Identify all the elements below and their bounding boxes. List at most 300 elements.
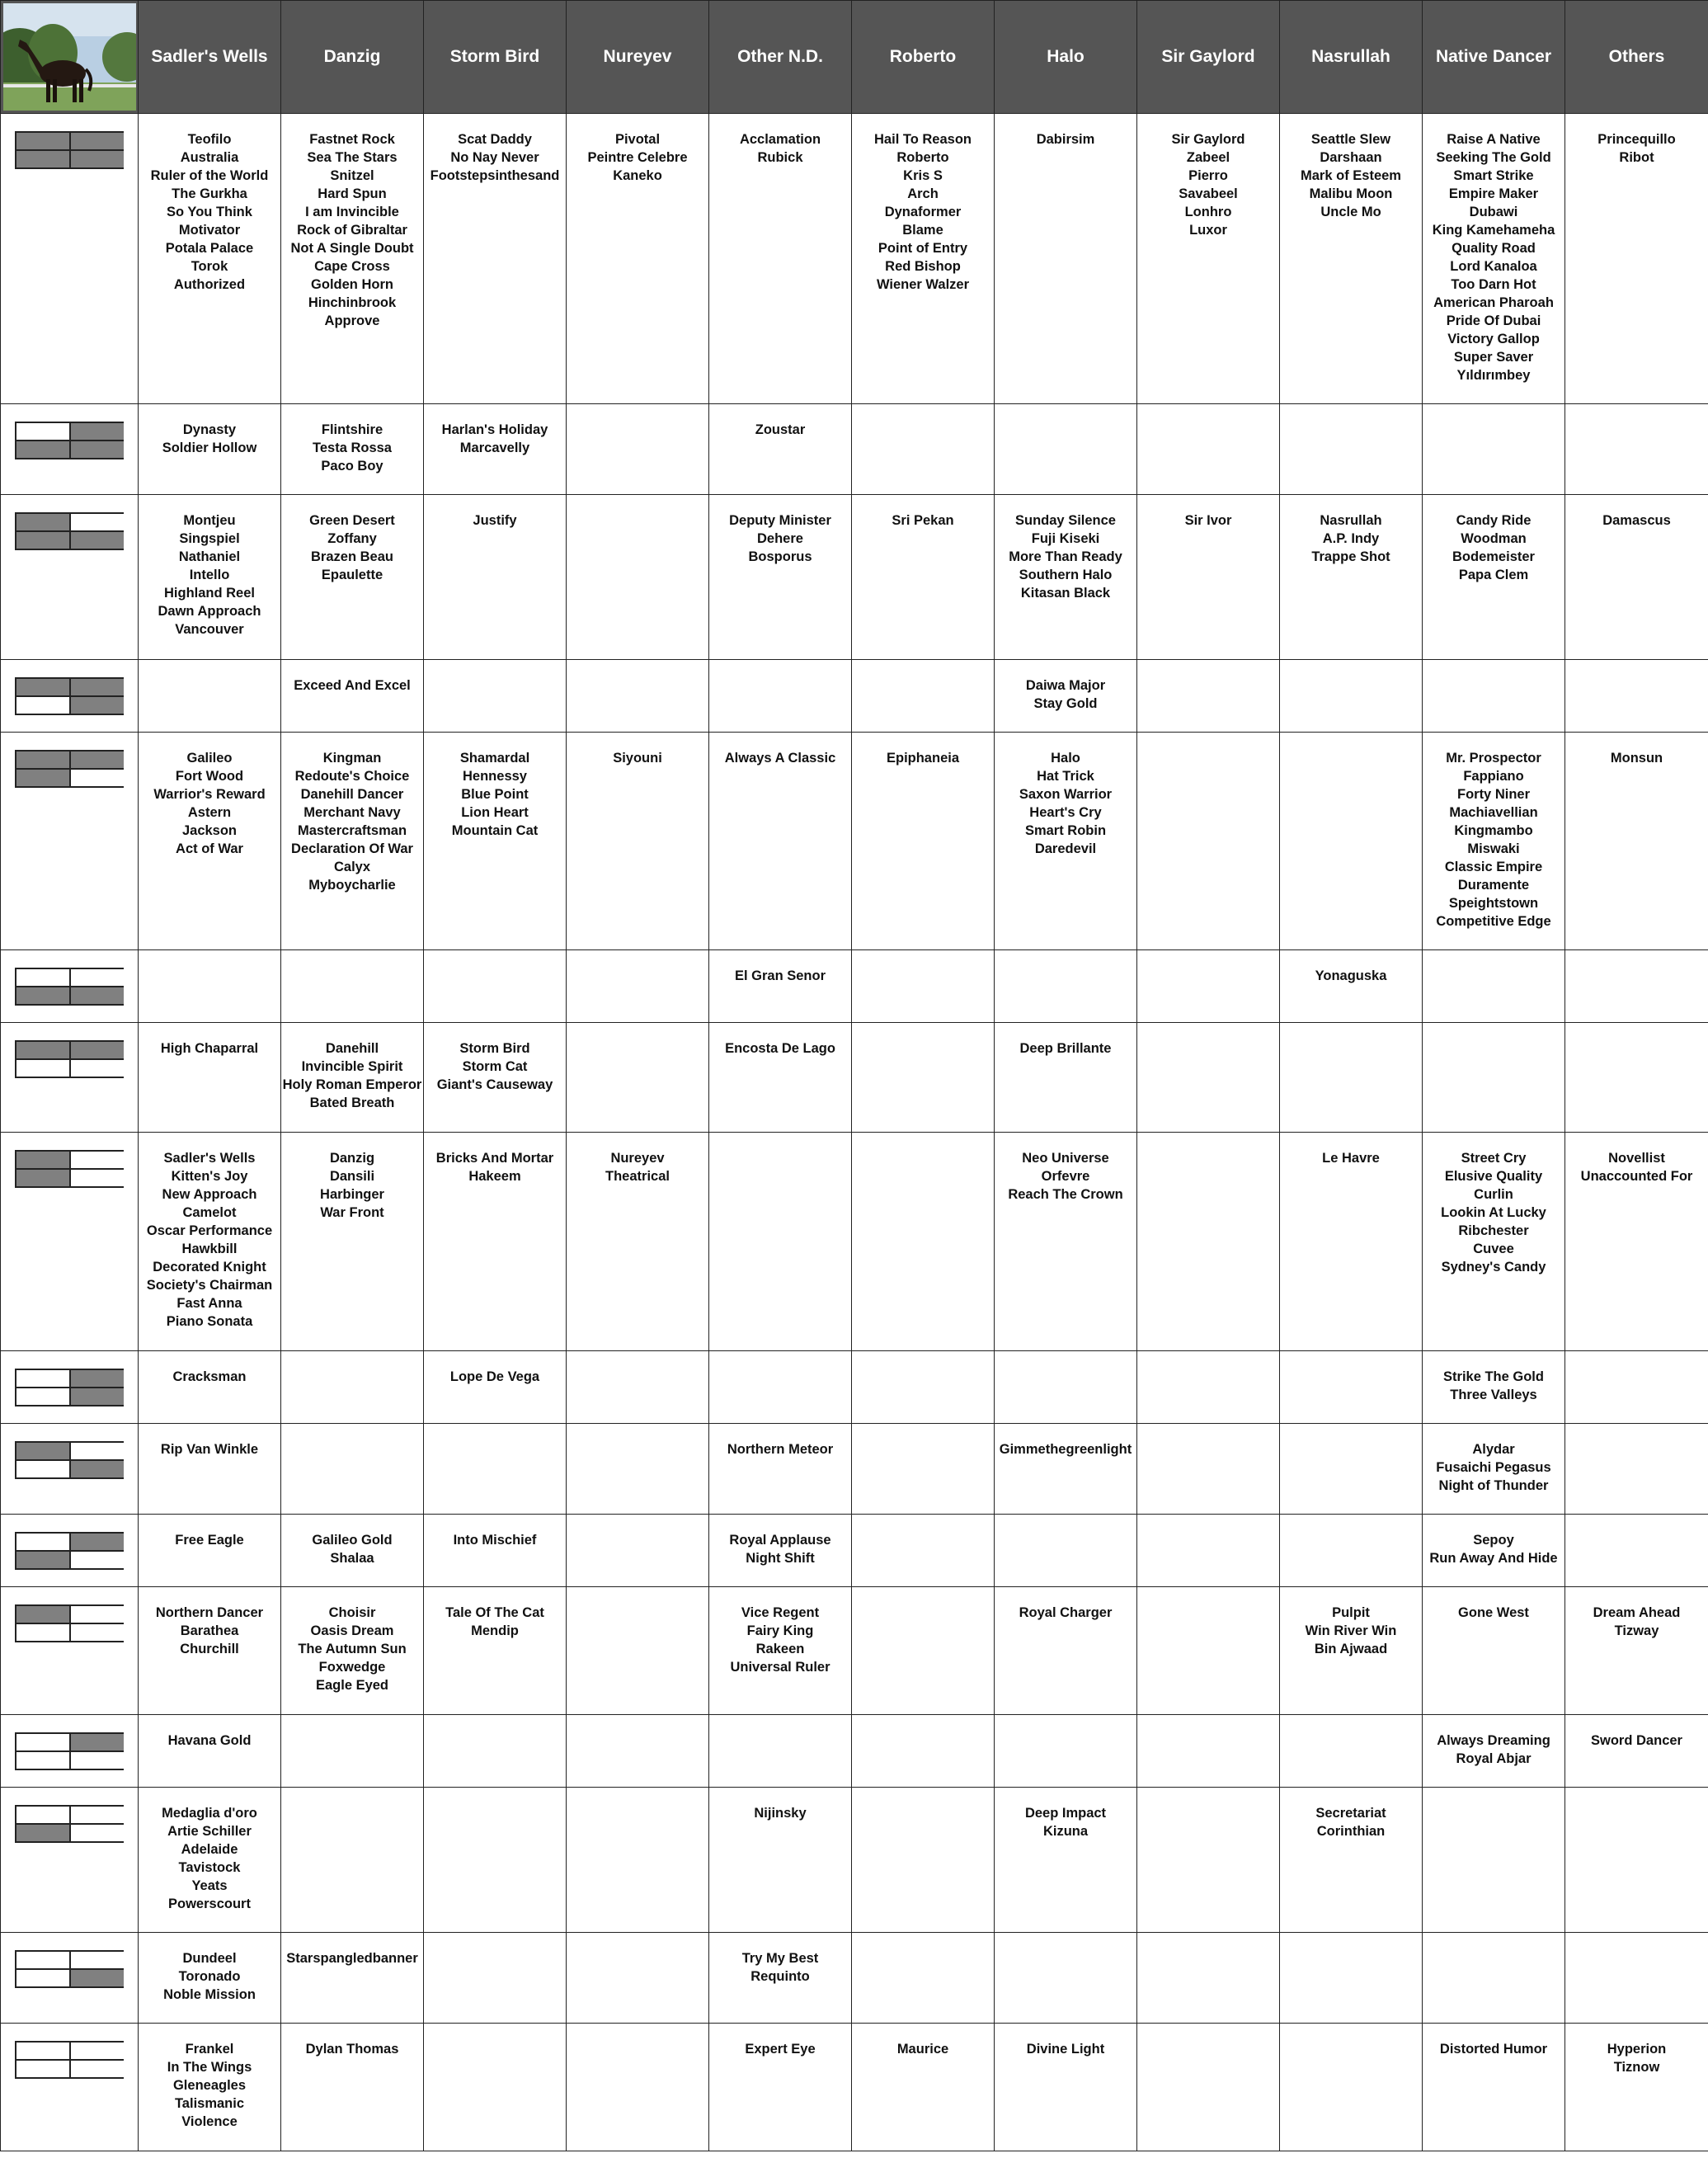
quadrant-empty xyxy=(71,969,124,986)
horse-list xyxy=(1565,1515,1708,1543)
quadrant-filled xyxy=(71,423,124,440)
table-row xyxy=(1,1424,1708,1515)
horse-name: Seeking The Gold xyxy=(1436,150,1551,165)
horse-list xyxy=(424,1515,566,1561)
horse-name: Cape Cross xyxy=(314,259,390,274)
sire-cell xyxy=(1423,1351,1565,1424)
horse-name: Curlin xyxy=(1474,1187,1513,1202)
horse-name: Dynaformer xyxy=(884,205,962,219)
horse-name: Gimmethegreenlight xyxy=(999,1442,1132,1457)
horse-list xyxy=(995,1587,1136,1633)
sire-cell xyxy=(1280,660,1423,733)
horse-name: Not A Single Doubt xyxy=(290,241,414,256)
table-row xyxy=(1,1933,1708,2024)
horse-list xyxy=(1280,950,1422,997)
sire-cell xyxy=(1423,950,1565,1023)
sire-cell xyxy=(852,1023,995,1133)
sire-cell xyxy=(1137,404,1280,495)
sire-cell xyxy=(1280,1023,1423,1133)
column-header: Roberto xyxy=(852,1,995,114)
horse-list xyxy=(995,404,1136,432)
horse-list xyxy=(852,1133,994,1161)
horse-name: Kitasan Black xyxy=(1020,586,1111,601)
horse-name: Dawn Approach xyxy=(158,604,261,619)
horse-name: Neo Universe xyxy=(1022,1151,1109,1166)
sire-cell xyxy=(1137,660,1280,733)
table-row xyxy=(1,1515,1708,1587)
horse-name: Lonhro xyxy=(1184,205,1232,219)
horse-name: Distorted Humor xyxy=(1439,2042,1548,2057)
sire-cell xyxy=(424,950,567,1023)
horse-list xyxy=(1565,404,1708,432)
horse-list xyxy=(852,1424,994,1452)
pattern-cell xyxy=(1,1933,139,2024)
sire-cell xyxy=(709,1424,852,1515)
horse-name: Kingmambo xyxy=(1454,823,1533,838)
horse-list xyxy=(995,1133,1136,1215)
horse-name: Roberto xyxy=(896,150,949,165)
sire-cell xyxy=(1137,1424,1280,1515)
horse-list xyxy=(709,495,851,577)
sire-cell xyxy=(1280,1424,1423,1515)
horse-name: Golden Horn xyxy=(311,277,393,292)
sire-cell xyxy=(424,1788,567,1933)
horse-name: Galileo Gold xyxy=(312,1533,393,1548)
quadrant-empty xyxy=(71,1060,124,1077)
horse-name: War Front xyxy=(320,1205,384,1220)
horse-list xyxy=(424,1424,566,1452)
horse-list xyxy=(1423,404,1564,432)
horse-list xyxy=(709,1351,851,1379)
column-header: Danzig xyxy=(281,1,424,114)
sire-cell xyxy=(1423,1424,1565,1515)
quadrant-filled xyxy=(71,752,124,768)
quadrant-empty xyxy=(16,1534,69,1550)
horse-name: Mastercraftsman xyxy=(297,823,407,838)
horse-name: Dabirsim xyxy=(1036,132,1095,147)
horse-name: Epaulette xyxy=(321,568,383,582)
horse-list xyxy=(424,495,566,541)
horse-list xyxy=(567,660,708,688)
quadrant-pattern-icon xyxy=(15,1732,124,1770)
horse-list xyxy=(995,495,1136,614)
horse-name: Yeats xyxy=(191,1878,228,1893)
horse-list xyxy=(1565,1133,1708,1197)
horse-list xyxy=(1280,495,1422,577)
sire-cell xyxy=(139,1023,281,1133)
header-row xyxy=(1,1,1708,114)
sire-cell xyxy=(852,660,995,733)
horse-name: Tizway xyxy=(1614,1623,1659,1638)
horse-name: Mr. Prospector xyxy=(1446,751,1541,766)
horse-list xyxy=(709,1788,851,1834)
horse-list xyxy=(1280,1587,1422,1670)
column-header: Storm Bird xyxy=(424,1,567,114)
quadrant-filled xyxy=(71,1461,124,1477)
horse-list xyxy=(709,2024,851,2070)
horse-name: Zoustar xyxy=(755,422,806,437)
horse-name: Hennessy xyxy=(463,769,527,784)
horse-name: Kaneko xyxy=(613,168,662,183)
sire-cell xyxy=(1280,495,1423,660)
quadrant-filled xyxy=(16,987,69,1004)
quadrant-empty xyxy=(71,1807,124,1823)
horse-name: Havana Gold xyxy=(167,1733,252,1748)
horse-name: Quality Road xyxy=(1452,241,1536,256)
horse-name: Theatrical xyxy=(605,1169,670,1184)
horse-name: Blame xyxy=(902,223,943,238)
sire-cell xyxy=(995,660,1137,733)
horse-list xyxy=(1137,2024,1279,2052)
horse-name: Rip Van Winkle xyxy=(160,1442,259,1457)
horse-list xyxy=(995,1351,1136,1379)
sire-cell xyxy=(852,114,995,404)
horse-name: High Chaparral xyxy=(160,1041,259,1056)
quadrant-empty xyxy=(16,1734,69,1750)
horse-list xyxy=(995,1515,1136,1543)
horse-name: Dehere xyxy=(757,531,803,546)
horse-name: Hat Trick xyxy=(1037,769,1094,784)
horse-list xyxy=(1423,733,1564,942)
horse-name: Torok xyxy=(191,259,228,274)
quadrant-empty xyxy=(71,1152,124,1168)
sire-cell xyxy=(1565,950,1708,1023)
sire-cell xyxy=(567,1933,709,2024)
sire-cell xyxy=(709,1515,852,1587)
sire-cell xyxy=(709,733,852,950)
sire-cell xyxy=(1423,1587,1565,1715)
horse-name: Gone West xyxy=(1458,1605,1529,1620)
sire-cell xyxy=(1280,1351,1423,1424)
horse-name: Trappe Shot xyxy=(1311,549,1390,564)
horse-name: Approve xyxy=(324,313,380,328)
pattern-cell xyxy=(1,1587,139,1715)
sire-cell xyxy=(424,1515,567,1587)
sire-cell xyxy=(1280,1933,1423,2024)
horse-list xyxy=(1565,1933,1708,1961)
sire-cell xyxy=(1423,404,1565,495)
horse-list xyxy=(1137,1933,1279,1961)
sire-cell xyxy=(1565,1515,1708,1587)
quadrant-pattern-icon xyxy=(15,968,124,1006)
horse-list xyxy=(709,1715,851,1743)
quadrant-filled xyxy=(71,532,124,549)
horse-name: Arch xyxy=(907,186,939,201)
quadrant-pattern-icon xyxy=(15,1805,124,1843)
horse-name: Dylan Thomas xyxy=(305,2042,399,2057)
sire-cell xyxy=(995,733,1137,950)
horse-name: Stay Gold xyxy=(1033,696,1098,711)
quadrant-empty xyxy=(71,1443,124,1459)
sire-cell xyxy=(281,404,424,495)
sire-cell xyxy=(281,1023,424,1133)
sire-cell xyxy=(1137,1133,1280,1351)
horse-name: Wiener Walzer xyxy=(876,277,970,292)
horse-name: Hawkbill xyxy=(181,1242,238,1256)
column-header: Nureyev xyxy=(567,1,709,114)
horse-name: Kris S xyxy=(903,168,943,183)
horse-name: In The Wings xyxy=(167,2060,252,2075)
pattern-cell xyxy=(1,1715,139,1788)
sire-cell xyxy=(852,733,995,950)
horse-list xyxy=(709,1587,851,1688)
horse-name: Green Desert xyxy=(309,513,395,528)
horse-name: Sri Pekan xyxy=(892,513,954,528)
sire-cell xyxy=(1423,1933,1565,2024)
horse-name: Powerscourt xyxy=(168,1896,251,1911)
horse-list xyxy=(567,1933,708,1961)
quadrant-empty xyxy=(16,1752,69,1769)
table-row xyxy=(1,495,1708,660)
sire-cell xyxy=(1137,1515,1280,1587)
sire-cell xyxy=(709,1715,852,1788)
horse-list xyxy=(424,1133,566,1197)
horse-list xyxy=(1423,660,1564,688)
horse-list xyxy=(139,660,280,688)
horse-name: Gleneagles xyxy=(172,2078,247,2093)
quadrant-filled xyxy=(16,1825,69,1841)
horse-name: Princequillo xyxy=(1597,132,1676,147)
horse-name: Zoffany xyxy=(327,531,377,546)
sire-cell xyxy=(567,495,709,660)
horse-list xyxy=(1565,733,1708,779)
horse-list xyxy=(1137,114,1279,251)
horse-name: Ribchester xyxy=(1458,1223,1529,1238)
quadrant-filled xyxy=(16,1443,69,1459)
horse-list xyxy=(995,114,1136,160)
horse-list xyxy=(139,1515,280,1561)
quadrant-pattern-icon xyxy=(15,677,124,715)
horse-list xyxy=(567,1715,708,1743)
sire-cell xyxy=(567,1023,709,1133)
quadrant-pattern-icon xyxy=(15,1532,124,1570)
horse-name: Machiavellian xyxy=(1449,805,1538,820)
sire-cell xyxy=(1423,1515,1565,1587)
horse-name: Divine Light xyxy=(1026,2042,1105,2057)
horse-name: Soldier Hollow xyxy=(162,441,257,455)
sire-cell xyxy=(709,1933,852,2024)
horse-name: Vice Regent xyxy=(741,1605,820,1620)
horse-name: King Kamehameha xyxy=(1432,223,1555,238)
quadrant-pattern-icon xyxy=(15,422,124,459)
horse-name: Potala Palace xyxy=(165,241,254,256)
sire-cell xyxy=(852,1424,995,1515)
column-header: Other N.D. xyxy=(709,1,852,114)
sire-cell xyxy=(995,1351,1137,1424)
horse-list xyxy=(709,1424,851,1470)
horse-name: Nasrullah xyxy=(1320,513,1382,528)
quadrant-pattern-icon xyxy=(15,2041,124,2079)
sire-cell xyxy=(281,660,424,733)
horse-name: Pivotal xyxy=(614,132,661,147)
horse-name: Street Cry xyxy=(1461,1151,1527,1166)
sire-cell xyxy=(852,950,995,1023)
horse-list xyxy=(567,404,708,432)
quadrant-filled xyxy=(71,133,124,149)
horse-list xyxy=(1137,1515,1279,1543)
pattern-cell xyxy=(1,495,139,660)
horse-name: Snitzel xyxy=(330,168,374,183)
sire-cell xyxy=(852,1351,995,1424)
horse-list xyxy=(281,1587,423,1706)
sire-cell xyxy=(995,114,1137,404)
sire-cell xyxy=(1565,1023,1708,1133)
horse-name: Authorized xyxy=(173,277,246,292)
sire-cell xyxy=(709,2024,852,2151)
horse-name: Blue Point xyxy=(461,787,529,802)
pattern-cell xyxy=(1,1023,139,1133)
horse-name: Sunday Silence xyxy=(1015,513,1116,528)
horse-name: Victory Gallop xyxy=(1447,332,1540,346)
quadrant-pattern-icon xyxy=(15,512,124,550)
sire-cell xyxy=(1280,404,1423,495)
horse-list xyxy=(1423,1933,1564,1961)
horse-list xyxy=(1280,1933,1422,1961)
horse-name: Society's Chairman xyxy=(146,1278,273,1293)
horse-list xyxy=(567,1351,708,1379)
sire-cell xyxy=(1423,1023,1565,1133)
quadrant-empty xyxy=(16,1952,69,1968)
column-header: Halo xyxy=(995,1,1137,114)
horse-name: Red Bishop xyxy=(885,259,961,274)
sire-cell xyxy=(139,1933,281,2024)
horse-list xyxy=(1280,1715,1422,1743)
sire-cell xyxy=(1565,1933,1708,2024)
horse-name: Win River Win xyxy=(1305,1623,1397,1638)
horse-list xyxy=(1280,1133,1422,1179)
horse-list xyxy=(709,1023,851,1069)
horse-name: Expert Eye xyxy=(745,2042,816,2057)
horse-name: Violence xyxy=(181,2114,238,2129)
horse-list xyxy=(139,1587,280,1670)
pattern-cell xyxy=(1,1788,139,1933)
quadrant-empty xyxy=(71,2061,124,2077)
sire-cell xyxy=(852,1515,995,1587)
sire-cell xyxy=(995,950,1137,1023)
horse-list xyxy=(424,1023,566,1105)
quadrant-empty xyxy=(71,1606,124,1623)
horse-name: Rakeen xyxy=(755,1642,805,1656)
horse-name: Declaration Of War xyxy=(291,841,413,856)
horse-name: Empire Maker xyxy=(1448,186,1539,201)
sire-cell xyxy=(1565,733,1708,950)
sire-cell xyxy=(281,1715,424,1788)
horse-name: Harbinger xyxy=(320,1187,384,1202)
sire-cell xyxy=(1137,495,1280,660)
horse-name: Southern Halo xyxy=(1019,568,1113,582)
horse-name: Deep Impact xyxy=(1024,1806,1107,1821)
horse-name: Intello xyxy=(189,568,230,582)
horse-name: Rubick xyxy=(757,150,803,165)
sire-cell xyxy=(281,733,424,950)
sire-cell xyxy=(709,1133,852,1351)
horse-name: Holy Roman Emperor xyxy=(282,1077,422,1092)
horse-name: Redoute's Choice xyxy=(294,769,410,784)
pattern-cell xyxy=(1,660,139,733)
sire-cell xyxy=(1565,1133,1708,1351)
table-row xyxy=(1,2024,1708,2151)
sire-cell xyxy=(1137,733,1280,950)
horse-name: Siyouni xyxy=(613,751,662,766)
sire-cell xyxy=(1565,2024,1708,2151)
horse-name: Mendip xyxy=(471,1623,519,1638)
sire-cell xyxy=(567,404,709,495)
horse-list xyxy=(281,950,423,978)
horse-list xyxy=(1423,1351,1564,1416)
quadrant-filled xyxy=(16,1042,69,1058)
horse-name: Kingman xyxy=(322,751,382,766)
sire-cell xyxy=(1137,1933,1280,2024)
sire-cell xyxy=(567,950,709,1023)
horse-name: Fairy King xyxy=(746,1623,814,1638)
horse-name: Point of Entry xyxy=(878,241,968,256)
quadrant-pattern-icon xyxy=(15,1369,124,1406)
quadrant-filled xyxy=(16,133,69,149)
horse-name: Uncle Mo xyxy=(1320,205,1381,219)
quadrant-empty xyxy=(71,1170,124,1186)
horse-name: Harlan's Holiday xyxy=(441,422,548,437)
sire-cell xyxy=(424,660,567,733)
sire-cell xyxy=(1280,1715,1423,1788)
quadrant-filled xyxy=(16,1170,69,1186)
horse-list xyxy=(424,1788,566,1816)
horse-list xyxy=(139,1424,280,1470)
horse-name: Acclamation xyxy=(739,132,821,147)
horse-name: Churchill xyxy=(180,1642,239,1656)
horse-list xyxy=(281,1023,423,1124)
quadrant-filled xyxy=(71,441,124,458)
table-row xyxy=(1,950,1708,1023)
horse-name: Oscar Performance xyxy=(146,1223,273,1238)
horse-name: Orfevre xyxy=(1041,1169,1090,1184)
horse-list xyxy=(852,404,994,432)
horse-name: Dream Ahead xyxy=(1593,1605,1681,1620)
sire-cell xyxy=(139,1715,281,1788)
sire-cell xyxy=(139,1424,281,1515)
horse-list xyxy=(567,950,708,978)
sire-cell xyxy=(567,114,709,404)
horse-name: Camelot xyxy=(182,1205,237,1220)
horse-list xyxy=(281,1715,423,1743)
horse-list xyxy=(995,733,1136,869)
horse-name: Highland Reel xyxy=(163,586,255,601)
sire-cell xyxy=(567,1515,709,1587)
horse-list xyxy=(139,733,280,869)
sire-cell xyxy=(995,1933,1137,2024)
horse-name: Calyx xyxy=(333,860,371,874)
horse-list xyxy=(424,404,566,469)
horse-list xyxy=(1137,1715,1279,1743)
horse-list xyxy=(281,2024,423,2070)
sire-cell xyxy=(852,2024,995,2151)
horse-list xyxy=(1423,1424,1564,1506)
quadrant-filled xyxy=(71,1388,124,1405)
horse-list xyxy=(995,950,1136,978)
horse-name: Night Shift xyxy=(746,1551,815,1566)
horse-list xyxy=(995,1424,1136,1470)
horse-image xyxy=(3,3,136,111)
horse-name: Medaglia d'oro xyxy=(162,1806,257,1821)
horse-name: Shamardal xyxy=(459,751,530,766)
sire-cell xyxy=(281,1424,424,1515)
column-header: Native Dancer xyxy=(1423,1,1565,114)
sire-cell xyxy=(1137,950,1280,1023)
sire-cell xyxy=(139,1133,281,1351)
horse-list xyxy=(1565,114,1708,178)
horse-name: Frankel xyxy=(185,2042,234,2057)
horse-list xyxy=(1280,1515,1422,1543)
quadrant-filled xyxy=(16,679,69,695)
